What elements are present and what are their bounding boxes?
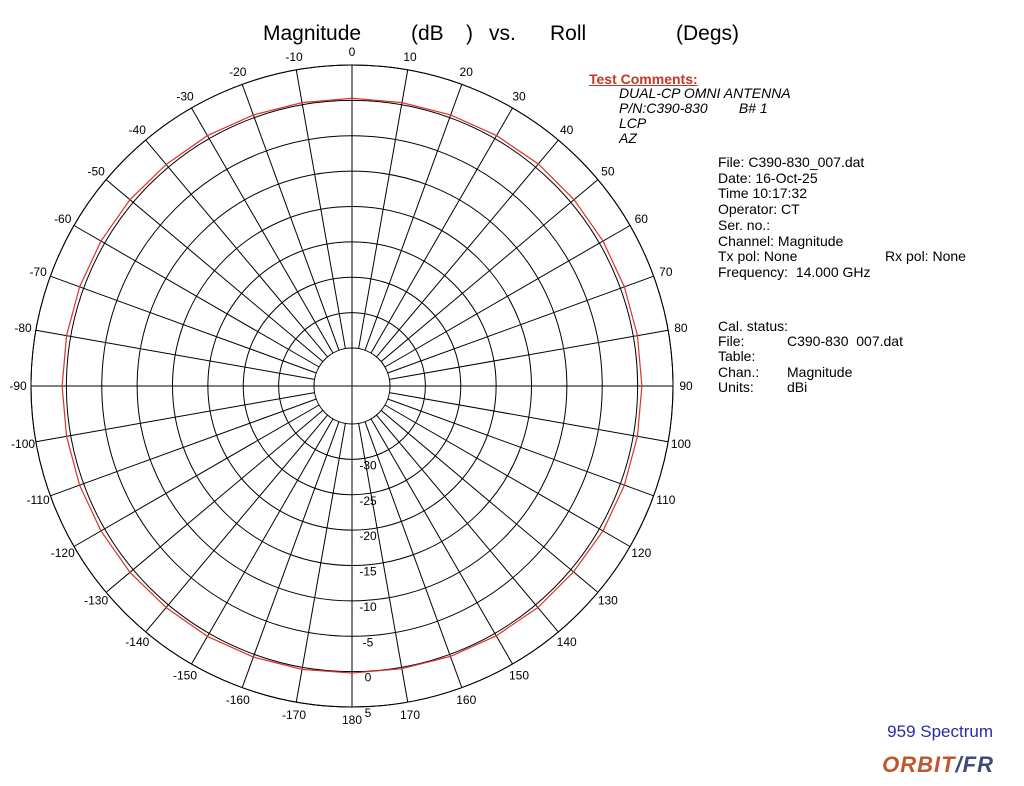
- angle-tick-label: 170: [399, 707, 421, 722]
- grid-spoke: [36, 393, 315, 442]
- title-part-paren: ): [466, 22, 473, 45]
- title-part-db: (dB: [411, 22, 444, 45]
- test-comments: [619, 86, 791, 146]
- title-part-degs: (Degs): [676, 22, 740, 45]
- angle-tick-label: 150: [508, 668, 530, 683]
- grid-spoke: [371, 108, 513, 353]
- angle-tick-label: -30: [176, 89, 194, 104]
- spectrum-label: 959 Spectrum: [887, 722, 993, 741]
- grid-spoke: [106, 410, 323, 592]
- angle-tick-label: 50: [601, 164, 615, 179]
- title-part-magnitude: Magnitude: [263, 22, 362, 45]
- grid-spoke: [376, 140, 558, 357]
- cal-chan-value: Magnitude: [787, 363, 853, 380]
- file-info-block: [718, 155, 966, 281]
- grid-spoke: [36, 330, 315, 379]
- cal-table-key: Table:: [718, 348, 756, 365]
- grid-spoke: [385, 405, 630, 547]
- grid-spoke: [146, 415, 328, 632]
- file-name: File: C390-830_007.dat: [718, 154, 865, 170]
- angle-tick-label: 30: [512, 89, 526, 104]
- rx-pol: Rx pol: None: [885, 248, 966, 265]
- test-comment-line: LCP: [619, 115, 647, 131]
- grid-spoke: [359, 70, 408, 349]
- grid-spoke: [365, 84, 462, 350]
- angle-tick-label: 80: [674, 321, 688, 336]
- angle-tick-label: -50: [87, 164, 105, 179]
- cal-units-value: dBi: [787, 378, 808, 395]
- chart-title: [0, 22, 1024, 52]
- grid-spoke: [242, 84, 339, 350]
- angle-tick-label: -140: [125, 634, 150, 649]
- title-part-roll: Roll: [550, 22, 587, 45]
- angle-tick-label: -20: [229, 65, 247, 80]
- radial-tick-label: -5: [362, 635, 374, 650]
- grid-spoke: [381, 410, 598, 592]
- grid-spoke: [74, 405, 319, 547]
- radial-tick-label: -30: [359, 458, 377, 473]
- grid-spoke: [296, 70, 345, 349]
- angle-tick-label: -150: [172, 668, 198, 683]
- cal-status-block: [718, 319, 903, 395]
- angle-tick-label: 40: [560, 123, 574, 138]
- angle-tick-label: 160: [456, 692, 477, 707]
- grid-spoke: [388, 399, 654, 496]
- angle-tick-label: 20: [459, 65, 473, 80]
- grid-spoke: [106, 180, 323, 362]
- angle-tick-label: -90: [9, 379, 27, 393]
- grid-spoke: [389, 330, 668, 379]
- test-comment-line: P/N:C390-830 B# 1: [619, 100, 768, 116]
- grid-spoke: [389, 393, 668, 442]
- angle-tick-label: 130: [597, 593, 618, 608]
- angle-tick-label: -170: [281, 707, 307, 722]
- grid-spoke: [74, 226, 319, 368]
- angle-tick-label: -130: [84, 593, 109, 608]
- frequency: Frequency: 14.000 GHz: [718, 263, 871, 280]
- orbit-fr-logo: ORBIT/FR: [882, 752, 994, 777]
- angle-tick-label: -70: [29, 264, 47, 279]
- polar-grid: [31, 65, 676, 707]
- grid-spoke: [376, 415, 558, 632]
- radial-tick-label: -20: [359, 529, 377, 544]
- grid-spoke: [381, 180, 598, 362]
- radial-tick-label: 5: [364, 706, 372, 720]
- operator: Operator: CT: [718, 201, 800, 218]
- angle-tick-label: -80: [14, 321, 32, 336]
- grid-spoke: [50, 276, 316, 373]
- cal-file-value: C390-830 007.dat: [787, 333, 903, 350]
- radial-tick-labels: [359, 458, 377, 720]
- test-comment-line: DUAL-CP OMNI ANTENNA: [619, 85, 791, 101]
- angle-tick-label: -120: [50, 546, 75, 560]
- file-time: Time 10:17:32: [718, 185, 807, 202]
- angle-tick-label: 100: [670, 436, 691, 451]
- serial-number: Ser. no.:: [718, 216, 771, 233]
- radial-tick-label: -10: [359, 599, 377, 614]
- test-comment-line: AZ: [619, 130, 637, 146]
- file-date: Date: 16-Oct-25: [718, 169, 818, 186]
- tx-pol: Tx pol: None: [718, 248, 798, 265]
- grid-spoke: [371, 419, 513, 664]
- cal-status-heading: Cal. status:: [718, 318, 789, 334]
- grid-spoke: [388, 276, 654, 373]
- angle-tick-label: 60: [634, 212, 648, 226]
- radial-tick-label: -25: [359, 493, 377, 508]
- angle-tick-label: 110: [656, 493, 676, 508]
- grid-spoke: [385, 226, 630, 368]
- cal-units-key: Units:: [718, 378, 754, 395]
- angle-tick-label: -40: [128, 123, 146, 138]
- cal-file-key: File:: [718, 333, 745, 350]
- radial-tick-label: -15: [359, 564, 377, 579]
- grid-spoke: [192, 108, 334, 353]
- polarization-row: [718, 249, 966, 265]
- angle-tick-label: -160: [225, 692, 250, 707]
- angle-tick-label: -100: [11, 436, 36, 451]
- angle-tick-label: 140: [556, 634, 577, 649]
- angle-tick-label: -60: [54, 212, 72, 226]
- angle-tick-label: 120: [631, 546, 652, 560]
- channel: Channel: Magnitude: [718, 232, 844, 249]
- grid-spoke: [242, 422, 339, 688]
- grid-spoke: [362, 422, 462, 688]
- grid-spoke: [192, 419, 334, 664]
- grid-spoke: [296, 423, 345, 702]
- test-comments-heading: Test Comments:: [589, 71, 698, 87]
- angle-tick-label: 0: [348, 45, 356, 59]
- angle-tick-label: -10: [285, 50, 303, 65]
- angle-tick-label: -110: [26, 493, 50, 508]
- cal-chan-key: Chan.:: [718, 363, 760, 380]
- angle-tick-label: 10: [403, 50, 417, 65]
- angle-tick-label: 90: [679, 379, 693, 393]
- grid-spoke: [146, 140, 328, 357]
- grid-spoke: [50, 399, 316, 496]
- angle-tick-label: 180: [341, 713, 363, 727]
- radial-tick-label: 0: [364, 670, 372, 685]
- title-part-vs: vs.: [489, 22, 516, 45]
- angle-tick-label: 70: [659, 264, 673, 279]
